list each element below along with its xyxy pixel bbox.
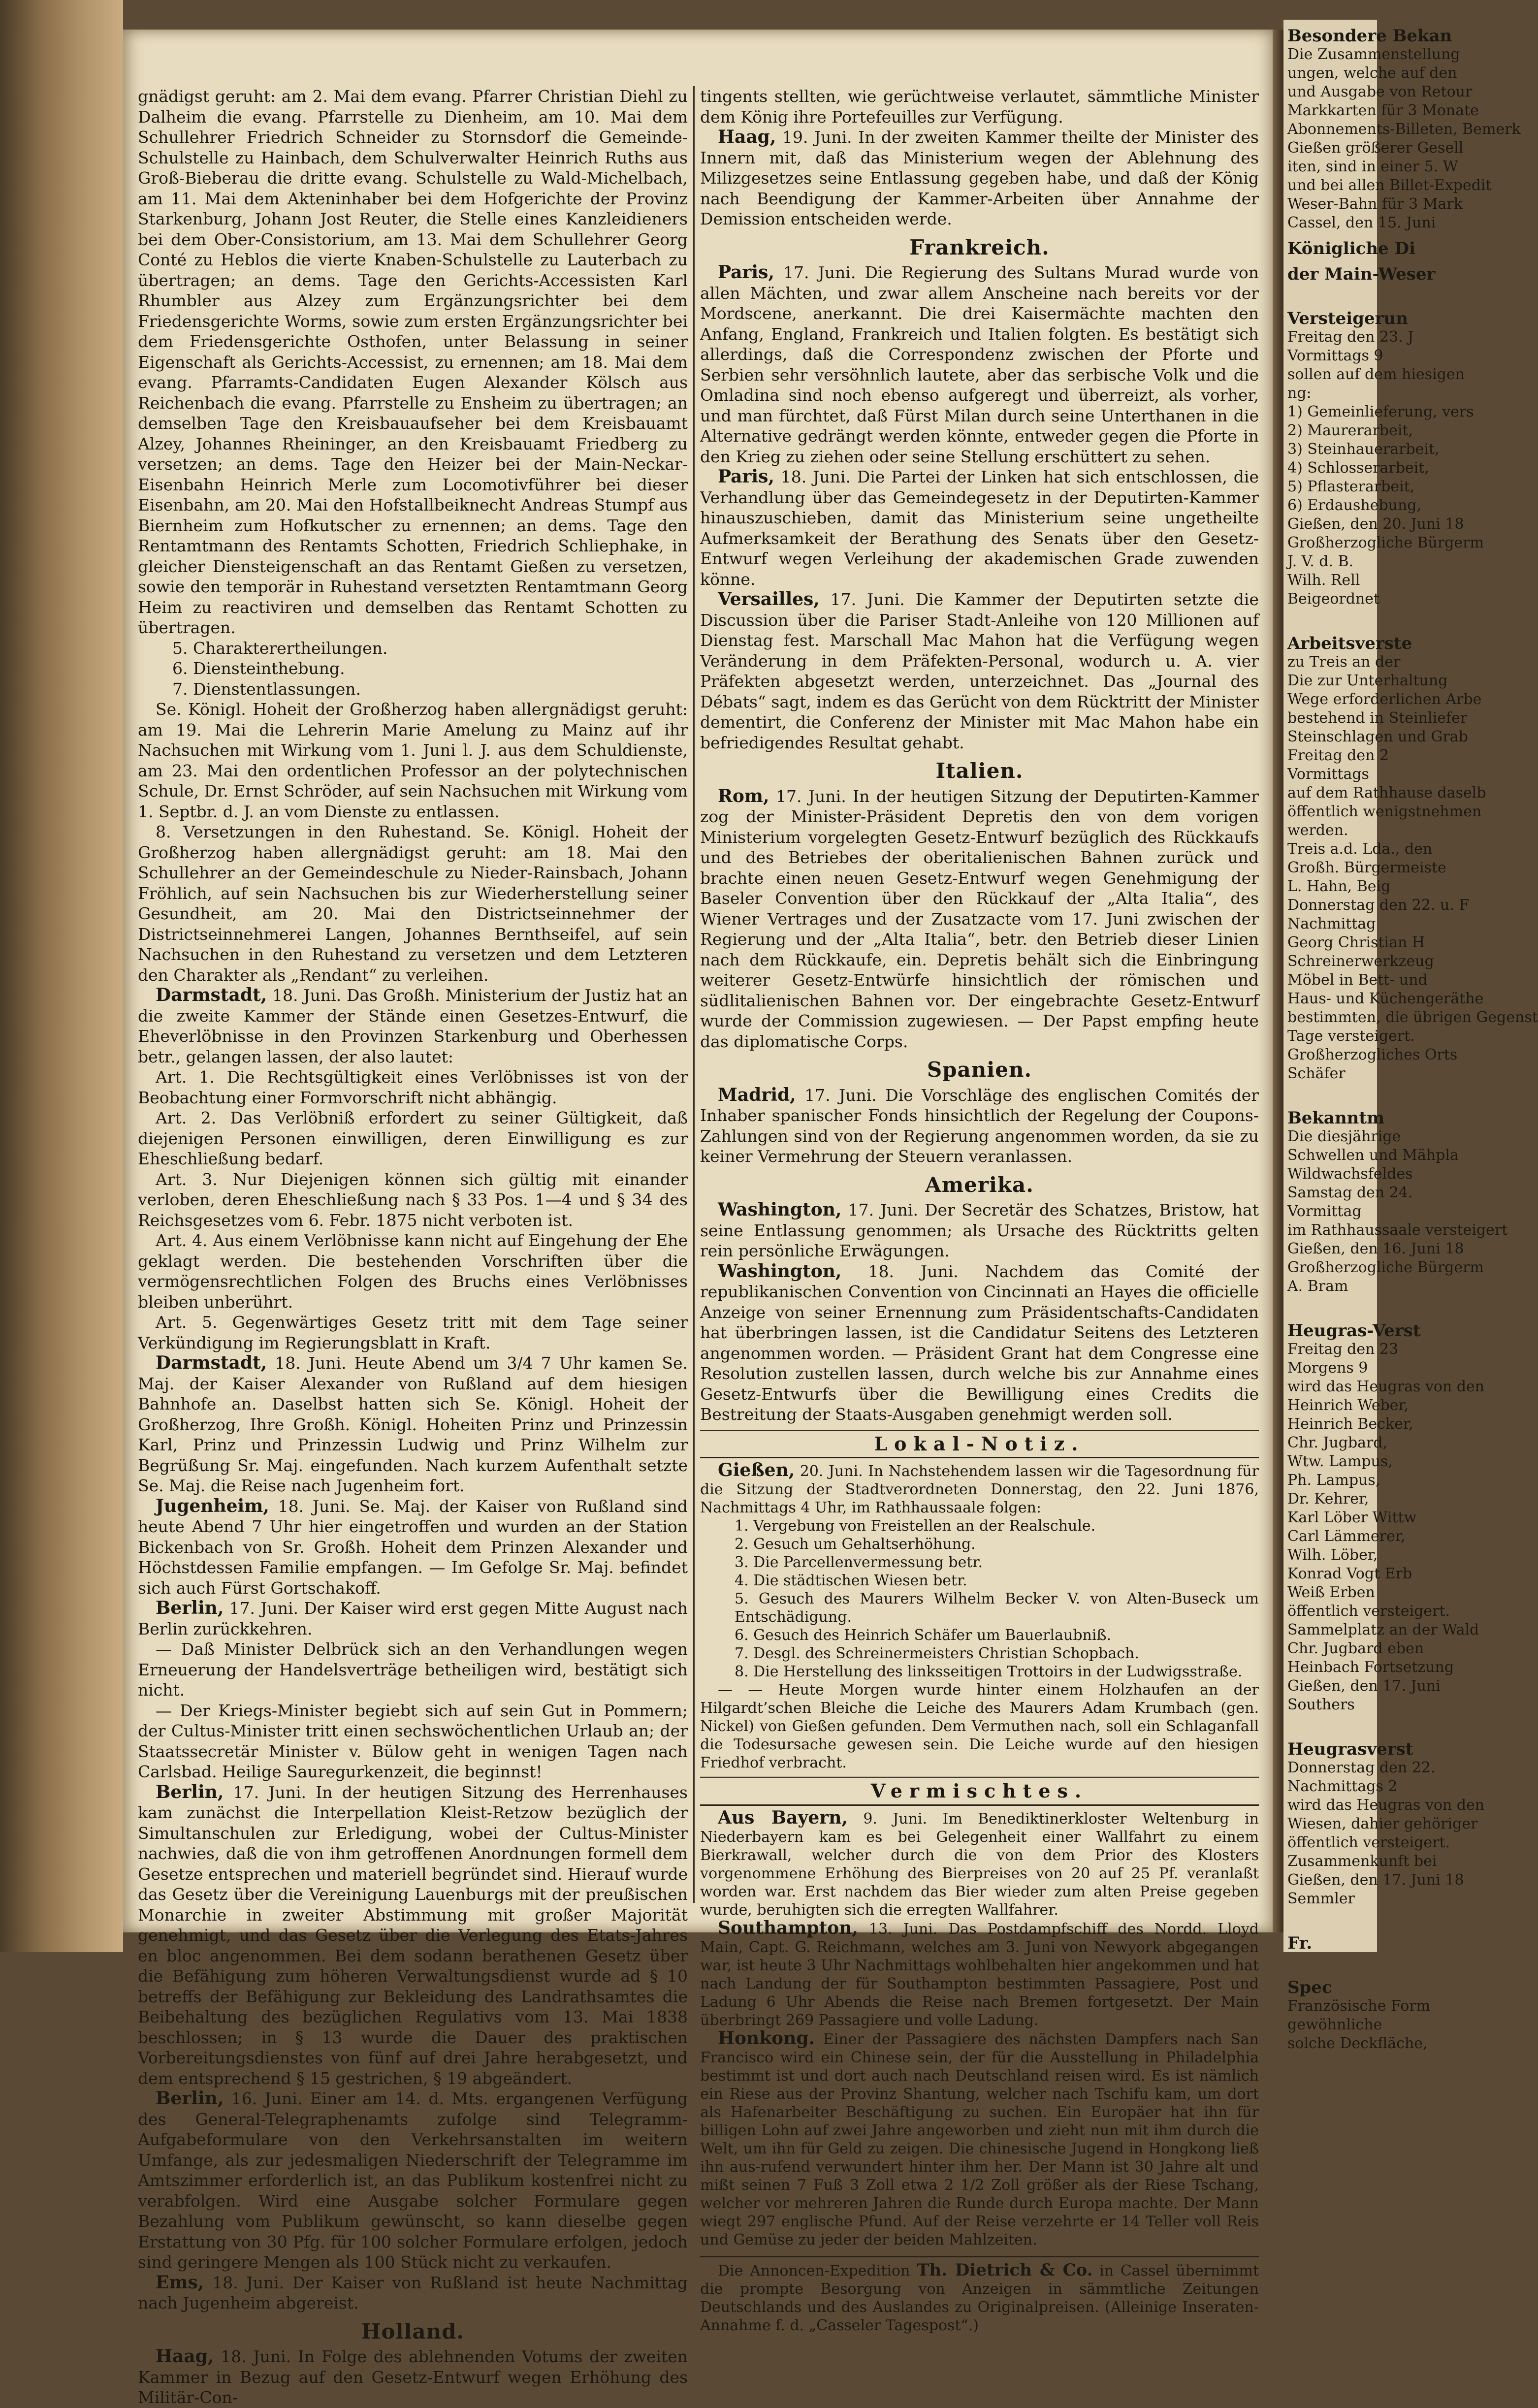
next-page-heading: Königliche Di: [1287, 239, 1416, 258]
next-page-heading: Versteigerun: [1287, 309, 1408, 328]
next-page-heading: Heugras-Verst: [1287, 1321, 1421, 1341]
news-item: [700, 1809, 1259, 1919]
next-page-line: Steinschlagen und Grab: [1287, 728, 1468, 745]
next-page-line: Gießen, den 17. Juni: [1287, 1677, 1441, 1695]
next-page-line: Dr. Kehrer,: [1287, 1490, 1369, 1508]
dateline: Washington,: [718, 1260, 842, 1282]
next-page-line: 4) Schlosserarbeit,: [1287, 459, 1429, 477]
dateline: Berlin,: [156, 1781, 224, 1802]
news-item: [138, 1496, 688, 1599]
news-text: 17. Juni. In der heutigen Sitzung des Herrenhauses kam zunächst die Interpellation Kleist-Retzow bezüglich der Simultanschulen zur Erledigung, wobei der Cultus-Minister nachwies, daß die von ihm getroffenen Anordnungen formell dem Gesetze entsprechen und materiell begründet sind. Hierauf wurde das Gesetz über die Vereinigung Lauenburgs mit der preußischen Monarchie in zweiter Abstimmung mit großer Majorität genehmigt, und das Gesetz über die Verlegung des Etats-Jahres en bloc angenommen. Bei dem sodann berathenen Gesetz über die Befähigung zum höheren Verwaltungsdienst wurde ad § 10 betreffs der Befähigung zur Bekleidung des Landrathsamtes die Beibehaltung des bezüglichen Regulativs vom 13. Mai 1838 beschlossen; in § 13 wurde die Dauer des praktischen Vorbereitungsdienstes von fünf auf drei Jahre herabgesetzt, und dem entsprechend § 15 gestrichen, § 19 abgeändert.: [138, 1782, 688, 2088]
next-page-line: Schreinerwerkzeug: [1287, 953, 1434, 970]
news-item: [700, 786, 1259, 1052]
book-spine: [0, 0, 123, 1952]
news-item: [700, 589, 1259, 753]
next-page-line: auf dem Rathhause daselb: [1287, 784, 1486, 802]
section-heading-lokal: Lokal-Notiz.: [700, 1429, 1259, 1459]
next-page-line: Haus- und Küchengeräthe: [1287, 990, 1484, 1007]
next-page-line: Großherzogliches Orts: [1287, 1046, 1458, 1063]
section-heading-spanien: Spanien.: [927, 1058, 1032, 1082]
news-item: [700, 2029, 1259, 2249]
next-page-line: 5) Pflasterarbeit,: [1287, 478, 1415, 495]
next-page-line: [1283, 1714, 1377, 1733]
news-item: [138, 2273, 688, 2313]
agenda-item: 8. Die Herstellung des linksseitigen Trottoirs in der Ludwigsstraße.: [735, 1663, 1243, 1680]
news-text: 18. Juni. Nachdem das Comité der republikanischen Convention von Cincinnati an Hayes die officielle Anzeige von seiner Ernennung zum Präsidentschafts-Candidaten hat überbringen lassen, ist die Candidatur Seitens des Letzteren angenommen worden. — Präsident Grant hat dem Congresse eine Resolution zustellen lassen, durch welche bis zur Annahme eines Gesetz-Entwurfs über die Bewilligung eines Credits die Bestreitung der Staats-Ausgaben genehmigt werden soll.: [700, 1261, 1259, 1424]
news-item: [700, 467, 1259, 589]
next-page-line: gewöhnliche: [1287, 2016, 1382, 2033]
dateline: Berlin,: [156, 2088, 224, 2109]
next-page-line: Weser-Bahn für 3 Mark: [1287, 195, 1463, 213]
next-page-line: Ph. Lampus,: [1287, 1472, 1380, 1489]
next-page-line: Vormittags 9: [1287, 347, 1383, 364]
dateline: Gießen,: [718, 1460, 795, 1480]
next-page-line: Donnerstag den 22. u. F: [1287, 897, 1470, 914]
next-page-line: Gießen, den 17. Juni 18: [1287, 1871, 1464, 1889]
next-page-heading: Heugrasverst: [1287, 1739, 1413, 1759]
next-page-line: Die Zusammenstellung: [1287, 46, 1460, 63]
next-page-line: Southers: [1287, 1696, 1355, 1713]
next-page-heading: der Main-Weser: [1287, 264, 1436, 284]
next-page-line: Weiß Erben: [1287, 1584, 1375, 1601]
ad-intro: Die Annoncen-Expedition: [718, 2262, 910, 2280]
next-page-line: werden.: [1287, 822, 1348, 839]
next-page-line: Semmler: [1287, 1890, 1355, 1907]
next-page-line: Tage versteigert.: [1287, 1027, 1415, 1045]
next-page-line: Großherzogliche Bürgerm: [1287, 534, 1484, 551]
next-page-heading: Fr.: [1287, 1933, 1313, 1953]
next-page-line: Die diesjährige: [1287, 1128, 1401, 1145]
next-page-line: Karl Löber Wittw: [1287, 1509, 1417, 1526]
next-page-line: bestimmten, die übrigen Gegenst: [1287, 1009, 1538, 1026]
news-item: [700, 1461, 1259, 1517]
news-item: [700, 1919, 1259, 2029]
next-page-line: [1283, 284, 1377, 302]
section-heading-italien: Italien.: [935, 759, 1024, 783]
dateline: Haag,: [156, 2346, 214, 2367]
ad-text: in Cassel übernimmt die prompte Besorgung von Anzeigen in sämmtliche Zeitungen Deutschlands und des Auslandes zu Originalpreisen. (Alleinige Inseraten-Annahme f. d. „Casseler Tagespost“.): [700, 2262, 1259, 2334]
next-page-line: Carl Lämmerer,: [1287, 1528, 1406, 1545]
next-page-line: im Rathhaussaale versteigert: [1287, 1221, 1508, 1239]
next-page-line: Französische Form: [1287, 1997, 1431, 2015]
news-item: [700, 262, 1259, 467]
list-item: 5. Charakterertheilungen.: [172, 638, 388, 658]
next-page-line: ungen, welche auf den: [1287, 64, 1457, 82]
news-item: [700, 1085, 1259, 1167]
dateline: Berlin,: [156, 1598, 224, 1618]
next-page-line: [1283, 1953, 1377, 1971]
next-page-line: wird das Heugras von den: [1287, 1378, 1485, 1395]
dateline: Paris,: [718, 262, 774, 283]
news-text: 18. Juni. Das Großh. Ministerium der Justiz hat an die zweite Kammer der Stände einen Gesetzes-Entwurf, die Eheverlöbnisse in den Provinzen Starkenburg und Oberhessen betr., gelangen lassen, der also lautet:: [138, 986, 688, 1066]
next-page-line: Cassel, den 15. Juni: [1287, 214, 1436, 231]
agenda-item: 7. Desgl. des Schreinermeisters Christian Schopbach.: [735, 1645, 1139, 1662]
next-page-line: Schäfer: [1287, 1065, 1346, 1082]
news-text: 18. Juni. Se. Maj. der Kaiser von Rußland sind heute Abend 7 Uhr hier eingetroffen und wurden an der Station Bickenbach von Sr. Großh. Hoheit dem Prinzen Alexander und Höchstdessen Familie empfangen. — Im Gefolge Sr. Maj. befindet sich auch Fürst Gortschakoff.: [138, 1496, 688, 1598]
news-text: 17. Juni. Die Regierung des Sultans Murad wurde von allen Mächten, und zwar allem Anscheine nach bereits vor der Mordscene, anerkannt. Die drei Kaisermächte machten den Anfang, England, Frankreich und Italien folgten. Es bestätigt sich allerdings, daß die Correspondenz zwischen der Pforte und Serbien sehr versöhnlich lautete, aber das serbische Volk und die Omladina sind noch ebenso aufgeregt und überreizt, als vorher, und man fürchtet, daß Fürst Milan durch seine Unterthanen in die Alternative gedrängt werden könnte, entweder gegen die Pforte in den Krieg zu ziehen oder seine Stellung erschüttert zu sehen.: [700, 263, 1259, 466]
next-page-line: Beigeordnet: [1287, 590, 1380, 608]
section-heading-vermischtes: Vermischtes.: [700, 1776, 1259, 1806]
next-page-line: 2) Maurerarbeit,: [1287, 422, 1413, 439]
dateline: Madrid,: [718, 1084, 796, 1105]
dateline: Haag,: [718, 127, 776, 147]
dateline: Southampton,: [718, 1917, 858, 1938]
news-item: [138, 1353, 688, 1496]
next-page-line: Nachmittag: [1287, 915, 1376, 932]
next-page-line: Zusammenkunft bei: [1287, 1853, 1437, 1870]
paragraph-dismissals: Se. Königl. Hoheit der Großherzog haben allergnädigst geruht: am 19. Mai die Lehrerin Marie Amelung zu Mainz auf ihr Nachsuchen mit Wirkung vom 1. Juni l. J. aus dem Schuldienste, am 23. Mai den ordentlichen Professor an der polytechnischen Schule, Dr. Ernst Schröder, auf sein Nachsuchen mit Wirkung vom 1. Septbr. d. J. an vom Dienste zu entlassen.: [138, 700, 688, 821]
agenda-item: 6. Gesuch des Heinrich Schäfer um Bauerlaubniß.: [735, 1627, 1112, 1644]
next-page-line: öffentlich versteigert.: [1287, 1834, 1450, 1851]
dateline: Rom,: [718, 785, 769, 806]
next-page-line: Donnerstag den 22.: [1287, 1759, 1436, 1776]
dateline: Aus Bayern,: [718, 1807, 848, 1828]
next-page-line: und bei allen Billet-Expedit: [1287, 177, 1492, 194]
next-page-line: Freitag den 2: [1287, 747, 1389, 764]
news-text: 18. Juni. Die Partei der Linken hat sich entschlossen, die Verhandlung über das Gemeindegesetz in der Deputirten-Kammer hinauszuschieben, damit das Ministerium seine ungetheilte Aufmerksamkeit der Berathung des Senats über den Gesetz-Entwurf wegen Verleihung der akademischen Grade zuwenden könne.: [700, 467, 1259, 589]
agenda-item: 2. Gesuch um Gehaltserhöhung.: [735, 1536, 976, 1553]
dateline: Versailles,: [718, 589, 820, 610]
agenda-item: 4. Die städtischen Wiesen betr.: [735, 1572, 967, 1589]
next-page-line: [1283, 609, 1377, 627]
news-text: Einer der Passagiere des nächsten Dampfers nach San Francisco wird ein Chinese sein, der für die Ausstellung in Philadelphia bestimmt ist und dort auch nach Deutschland reisen wird. Es ist nämlich ein Riese aus der Provinz Shantung, welcher nach Tschifu kam, um dort als Hafenarbeiter Beschäftigung zu suchen. Ein Europäer hat ihn für billigen Lohn auf zwei Jahre angeworben und zieht nun mit ihm durch die Welt, um ihn für Geld zu zeigen. Die chinesische Jugend in Hongkong ließ ihn aus-rufend verwundert hinter ihm her. Der Mann ist 30 Jahre alt und mißt seinen 7 Fuß 3 Zoll etwa 2 1/2 Zoll größer als der Riese Tschang, welcher vor mehreren Jahren die Runde durch Europa machte. Der Mann wiegt 297 englische Pfund. Auf der Reise verzehrte er 14 Teller voll Reis und Gemüse zu jeder der beiden Mahlzeiten.: [700, 2030, 1259, 2248]
news-text: — Der Kriegs-Minister begiebt sich auf sein Gut in Pommern; der Cultus-Minister tritt einen sechswöchentlichen Urlaub an; der Staatssecretär Minister v. Bülow geht in wenigen Tagen nach Carlsbad. Heilige Sauregurkenzeit, die beginnst!: [138, 1701, 688, 1781]
news-text: tingents stellten, wie gerüchtweise verlautet, sämmtliche Minister dem König ihre Portefeuilles zur Verfügung.: [700, 87, 1259, 127]
article-text: Art. 4. Aus einem Verlöbnisse kann nicht auf Eingehung der Ehe geklagt werden. Die bestehenden Vorschriften über die vermögensrechtlichen Folgen des Bruchs eines Verlöbnisses bleiben unberührt.: [138, 1231, 688, 1312]
section-heading-frankreich: Frankreich.: [909, 235, 1050, 259]
next-page-line: 1) Gemeinlieferung, vers: [1287, 403, 1474, 420]
next-page-line: Wildwachsfeldes: [1287, 1165, 1413, 1183]
next-page-line: A. Bram: [1287, 1278, 1348, 1295]
next-page-line: Gießen, den 16. Juni 18: [1287, 1240, 1464, 1257]
next-page-line: [1283, 1908, 1377, 1927]
next-page-line: Freitag den 23: [1287, 1341, 1399, 1358]
article-text: Art. 3. Nur Diejenigen können sich gültig mit einander verloben, deren Eheschließung nach § 33 Pos. 1—4 und § 34 des Reichsgesetzes vom 6. Febr. 1875 nicht verboten ist.: [138, 1169, 688, 1230]
next-page-line: Gießen größerer Gesell: [1287, 139, 1464, 157]
news-text: 20. Juni. In Nachstehendem lassen wir die Tagesordnung für die Sitzung der Stadtverordneten Donnerstag, den 22. Juni 1876, Nachmittags 4 Uhr, im Rathhaussaale folgen:: [700, 1463, 1259, 1516]
next-page-line: Großh. Bürgermeiste: [1287, 859, 1446, 876]
next-page-line: und Ausgabe von Retour: [1287, 83, 1473, 100]
news-text: 17. Juni. Die Vorschläge des englischen Comités der Inhaber spanischer Fonds hinsichtlich der Regelung der Coupons-Zahlungen sind von der Regierung angenommen worden, da sie zu keiner Vermehrung der Steuern veranlassen.: [700, 1085, 1259, 1166]
next-page-line: Abonnements-Billeten, Bemerk: [1287, 121, 1521, 138]
ad-firm-name: Th. Dietrich & Co.: [917, 2260, 1093, 2280]
next-page-line: solche Deckfläche,: [1287, 2035, 1428, 2052]
news-item: [138, 2088, 688, 2273]
news-item: [700, 127, 1259, 229]
dateline: Honkong.: [718, 2027, 815, 2049]
news-item: [138, 2346, 688, 2408]
dateline: Paris,: [718, 466, 774, 487]
next-page-line: Nachmittags 2: [1287, 1778, 1398, 1795]
list-item: 7. Dienstentlassungen.: [172, 679, 361, 699]
newspaper-page: [123, 30, 1273, 2407]
next-page-line: Wtw. Lampus,: [1287, 1453, 1393, 1470]
next-page-line: 6) Erdaushebung,: [1287, 497, 1422, 514]
next-page-heading: Bekanntm: [1287, 1108, 1385, 1128]
news-text: 17. Juni. In der heutigen Sitzung der Deputirten-Kammer zog der Minister-Präsident Depretis den von dem vorigen Ministerium vorgelegten Gesetz-Entwurf bezüglich des Rückkaufs und des Betriebes der oberitalienischen Bahnen zurück und brachte einen neuen Gesetz-Entwurf wegen Genehmigung der Baseler Convention über den Rückkauf der „Alta Italia“, des Wiener Vertrages und der Zusatzacte vom 17. Juni zwischen der Regierung und der „Alta Italia“, betr. den Betrieb dieser Linien nach dem Rückkaufe, ein. Depretis behält sich die Einbringung weiterer Gesetz-Entwürfe hinsichtlich der römischen und südlitalienischen Bahnen vor. Der eingebrachte Gesetz-Entwurf wurde der Commission zugewiesen. — Der Papst empfing heute das diplomatische Corps.: [700, 786, 1259, 1051]
dateline: Washington,: [718, 1199, 842, 1220]
paragraph-retirements: 8. Versetzungen in den Ruhestand. Se. Königl. Hoheit der Großherzog haben allergnädigst geruht: am 18. Mai den Schullehrer an der Gemeindeschule zu Nieder-Rainsbach, Johann Fröhlich, auf sein Nachsuchen bis zur Wiederherstellung seiner Gesundheit, am 20. Mai den Districtseinnehmer der Districtseinnehmerei Langen, Johannes Bernthseifel, auf sein Nachsuchen in den Ruhestand zu versetzen und dem Letzteren den Charakter als „Rendant“ zu verleihen.: [138, 822, 688, 985]
next-page-line: Wiesen, dahier gehöriger: [1287, 1815, 1478, 1832]
news-text: — Daß Minister Delbrück sich an den Verhandlungen wegen Erneuerung der Handelsverträge betheiligen wird, bestätigt sich nicht.: [138, 1639, 688, 1700]
left-column: [138, 86, 688, 2407]
next-page-line: Wilh. Löber,: [1287, 1546, 1378, 1564]
list-item: 6. Diensteinthebung.: [172, 659, 345, 678]
next-page-line: Vormittag: [1287, 1203, 1362, 1220]
next-page-line: J. V. d. B.: [1287, 553, 1354, 570]
agenda-item: 3. Die Parcellenvermessung betr.: [735, 1554, 983, 1571]
next-page-line: Vormittags: [1287, 766, 1369, 783]
dateline: Darmstadt,: [156, 985, 267, 1005]
page-gutter: [1273, 30, 1283, 1932]
next-page-heading: Arbeitsverste: [1287, 634, 1412, 653]
next-page-line: [1283, 1083, 1377, 1102]
column-rule: [693, 86, 695, 1903]
news-item: [138, 1598, 688, 1639]
news-item: [138, 985, 688, 1067]
next-page-line: sollen auf dem hiesigen: [1287, 366, 1465, 383]
news-text: — — Heute Morgen wurde hinter einem Holzhaufen an der Hilgardt’schen Bleiche die Leiche des Maurers Adam Krumbach (gen. Nickel) von Gießen gefunden. Dem Vermuthen nach, soll ein Schlaganfall die Todesursache gewesen sein. Die Leiche wurde auf den hiesigen Friedhof verbracht.: [700, 1681, 1259, 1771]
dateline: Ems,: [156, 2272, 204, 2293]
next-page-line: Treis a.d. Lda., den: [1287, 840, 1433, 858]
next-page-fragment: [1283, 20, 1538, 2052]
news-item: [700, 1200, 1259, 1261]
next-page-line: ng:: [1287, 385, 1312, 402]
next-page-line: Heinbach Fortsetzung: [1287, 1659, 1454, 1676]
next-page-line: bestehend in Steinliefer: [1287, 709, 1468, 727]
news-text: 17. Juni. Die Kammer der Deputirten setzte die Discussion über die Pariser Stadt-Anleihe von 120 Millionen auf Dienstag fest. Marschall Mac Mahon hat die Verfügung wegen Veränderung in dem Präfekten-Personal, wodurch u. A. vier Präfekten abgesetzt werden, unterzeichnet. Das „Journal des Débats“ sagt, indem es das Gerücht von dem Rücktritt der Minister dementirt, die Conferenz der Minister mit Mac Mahon habe ein befriedigendes Resultat gehabt.: [700, 590, 1259, 752]
next-page-line: Sammelplatz an der Wald: [1287, 1621, 1479, 1638]
next-page-line: Möbel in Bett- und: [1287, 971, 1428, 989]
next-page-line: Heinrich Becker,: [1287, 1415, 1413, 1433]
article-text: Art. 1. Die Rechtsgültigkeit eines Verlöbnisses ist von der Beobachtung einer Formvorschrift nicht abhängig.: [138, 1067, 688, 1107]
next-page-line: Chr. Jugbard eben: [1287, 1640, 1424, 1657]
next-page-line: zu Treis an der: [1287, 653, 1401, 671]
next-page-line: Konrad Vogt Erb: [1287, 1565, 1412, 1582]
news-text: 18. Juni. Der Kaiser von Rußland ist heute Nachmittag nach Jugenheim abgereist.: [138, 2273, 688, 2312]
next-page-heading: Spec: [1287, 1978, 1332, 1997]
news-text: 9. Juni. Im Benediktinerkloster Weltenburg in Niederbayern kam es bei Gelegenheit einer Wallfahrt zu einem Bierkrawall, welcher durch die von dem Prior des Klosters vorgenommene Erhöhung des Bierpreises von 20 auf 25 Pf. veranlaßt worden war. Erst nachdem das Bier wieder zum alten Preise gegeben wurde, beruhigten sich die erregten Wallfahrer.: [700, 1810, 1259, 1919]
dateline: Jugenheim,: [156, 1495, 269, 1516]
section-heading-holland: Holland.: [361, 2319, 465, 2344]
next-page-line: [1283, 1296, 1377, 1315]
news-text: 18. Juni. Heute Abend um 3/4 7 Uhr kamen Se. Maj. der Kaiser Alexander von Rußland auf dem hiesigen Bahnhofe an. Daselbst hatten sich Se. Königl. Hoheit der Großherzog, Ihre Großh. Königl. Hoheiten Prinz und Prinzessin Karl, Prinz und Prinzessin Ludwig und Prinz Wilhelm zur Begrüßung Sr. Maj. eingefunden. Nach kurzem Aufenthalt setzte Se. Maj. die Reise nach Jugenheim fort.: [138, 1353, 688, 1495]
next-page-line: Chr. Jugbard,: [1287, 1434, 1388, 1451]
next-page-line: Gießen, den 20. Juni 18: [1287, 515, 1464, 533]
next-page-line: Freitag den 23. J: [1287, 328, 1414, 346]
dateline: Darmstadt,: [156, 1352, 267, 1373]
next-page-line: Georg Christian H: [1287, 934, 1425, 951]
advertisement: [700, 2256, 1259, 2335]
next-page-line: Morgens 9: [1287, 1359, 1368, 1377]
next-page-line: Heinrich Weber,: [1287, 1397, 1409, 1414]
next-page-heading: Besondere Bekan: [1287, 26, 1452, 46]
next-page-line: Wilh. Rell: [1287, 572, 1360, 589]
right-column: [700, 86, 1259, 2334]
next-page-line: 3) Steinhauerarbeit,: [1287, 441, 1440, 458]
next-page-line: Wege erforderlichen Arbe: [1287, 691, 1482, 708]
agenda-item: 5. Gesuch des Maurers Wilhelm Becker V. von Alten-Buseck um Entschädigung.: [735, 1590, 1259, 1626]
next-page-line: L. Hahn, Beig: [1287, 878, 1391, 895]
next-page-line: Großherzogliche Bürgerm: [1287, 1259, 1484, 1276]
next-page-line: wird das Heugras von den: [1287, 1797, 1485, 1814]
news-text: 13. Juni. Das Postdampfschiff des Nordd. Lloyd Main, Capt. G. Reichmann, welches am 3. Juni von Newyork abgegangen war, ist heute 3 Uhr Nachmittags wohlbehalten hier angekommen und hat nach Landung der für Southampton bestimmten Passagiere, Post und Ladung 6 Uhr Abends die Reise nach Bremen fortgesetzt. Der Main überbringt 269 Passagiere und volle Ladung.: [700, 1920, 1259, 2029]
news-text: 17. Juni. Der Secretär des Schatzes, Bristow, hat seine Entlassung genommen; als Ursache des Rücktritts gelten rein persönliche Erwägungen.: [700, 1200, 1259, 1260]
next-page-line: öffentlich wenigstnehmen: [1287, 803, 1482, 820]
news-text: 18. Juni. In Folge des ablehnenden Votums der zweiten Kammer in Bezug auf den Gesetz-Entwurf wegen Erhöhung des Militär-Con-: [138, 2347, 688, 2407]
news-text: 16. Juni. Einer am 14. d. Mts. ergangenen Verfügung des General-Telegraphenamts zufolge sind Telegramm-Aufgabeformulare von den Verkehrsanstalten im weitern Umfange, als zur jedesmaligen Niederschrift der Telegramme im Amtszimmer erforderlich ist, an das Publikum kostenfrei nicht zu verabfolgen. Wird eine Ausgabe solcher Formulare gegen Bezahlung vom Publikum gewünscht, so kann dieselbe gegen Erstattung von 30 Pfg. für 100 solcher Formulare erfolgen, jedoch sind geringere Mengen als 100 Stück nicht zu verkaufen.: [138, 2089, 688, 2272]
next-page-line: Markkarten für 3 Monate: [1287, 102, 1479, 119]
next-page-line: Schwellen und Mähpla: [1287, 1147, 1459, 1164]
news-text: 19. Juni. In der zweiten Kammer theilte der Minister des Innern mit, daß das Ministerium wegen der Ablehnung des Milizgesetzes seine Entlassung gegeben habe, und daß der König nach Beendigung der Kammer-Arbeiten über Annahme der Demission entscheiden werde.: [700, 128, 1259, 228]
agenda-item: 1. Vergebung von Freistellen an der Realschule.: [735, 1517, 1096, 1535]
section-heading-amerika: Amerika.: [925, 1172, 1034, 1197]
news-item: [700, 1261, 1259, 1425]
next-page-line: iten, sind in einer 5. W: [1287, 158, 1458, 175]
article-text: Art. 5. Gegenwärtiges Gesetz tritt mit dem Tage seiner Verkündigung im Regierungsblatt in Kraft.: [138, 1313, 688, 1352]
next-page-line: Die zur Unterhaltung: [1287, 672, 1448, 689]
paragraph-appointments: gnädigst geruht: am 2. Mai dem evang. Pfarrer Christian Diehl zu Dalheim die evang. Pfarrstelle zu Dienheim, am 10. Mai dem Schullehrer Friedrich Schneider zu Stornsdorf die Gemeinde-Schulstelle zu Hainbach, dem Schulverwalter Heinrich Ruths aus Groß-Bieberau die dritte evang. Schulstelle zu Wald-Michelbach, am 11. Mai dem Akteninhaber bei dem Hofgerichte der Provinz Starkenburg, Johann Jost Reuter, die Stelle eines Kanzleidieners bei dem Ober-Consistorium, am 13. Mai dem Schullehrer Georg Conté zu Heblos die vierte Knaben-Schulstelle zu Lauterbach zu übertragen; an dems. Tage den Gerichts-Accessisten Karl Rhumbler aus Alzey zum Ergänzungsrichter bei dem Friedensgerichte Worms, sowie zum ersten Ergänzungsrichter bei dem Friedensgerichte Osthofen, unter Belassung in seiner Eigenschaft als Gerichts-Accessist, zu ernennen; am 18. Mai dem evang. Pfarramts-Candidaten Eugen Alexander Kölsch aus Reichenbach die evang. Pfarrstelle zu Ensheim zu übertragen; an demselben Tage den Kreisbauaufseher bei dem Kreisbauamt Alzey, Johannes Rheininger, an den Kreisbauamt Friedberg zu versetzen; an dems. Tage den Heizer bei der Main-Neckar-Eisenbahn Heinrich Merle zum Locomotivführer bei dieser Eisenbahn, am 20. Mai den Hofstallbeiknecht Andreas Stumpf aus Biernheim zum Hofkutscher zu ernennen; an dems. Tage den Rentamtmann des Rentamts Schotten, Friedrich Schliephake, in gleicher Diensteigenschaft an das Rentamt Gießen zu versetzen, sowie den temporär in Ruhestand versetzten Rentamtmann Georg Heim zu reactiviren und demselben das Rentamt Schotten zu übertragen.: [138, 87, 688, 637]
news-text: 17. Juni. Der Kaiser wird erst gegen Mitte August nach Berlin zurückkehren.: [138, 1599, 688, 1638]
article-text: Art. 2. Das Verlöbniß erfordert zu seiner Gültigkeit, daß diejenigen Personen einwilligen, deren Einwilligung es zur Eheschließung bedarf.: [138, 1108, 688, 1168]
next-page-line: Samstag den 24.: [1287, 1184, 1413, 1201]
news-item: [138, 1782, 688, 2089]
next-page-line: öffentlich versteigert.: [1287, 1603, 1450, 1620]
